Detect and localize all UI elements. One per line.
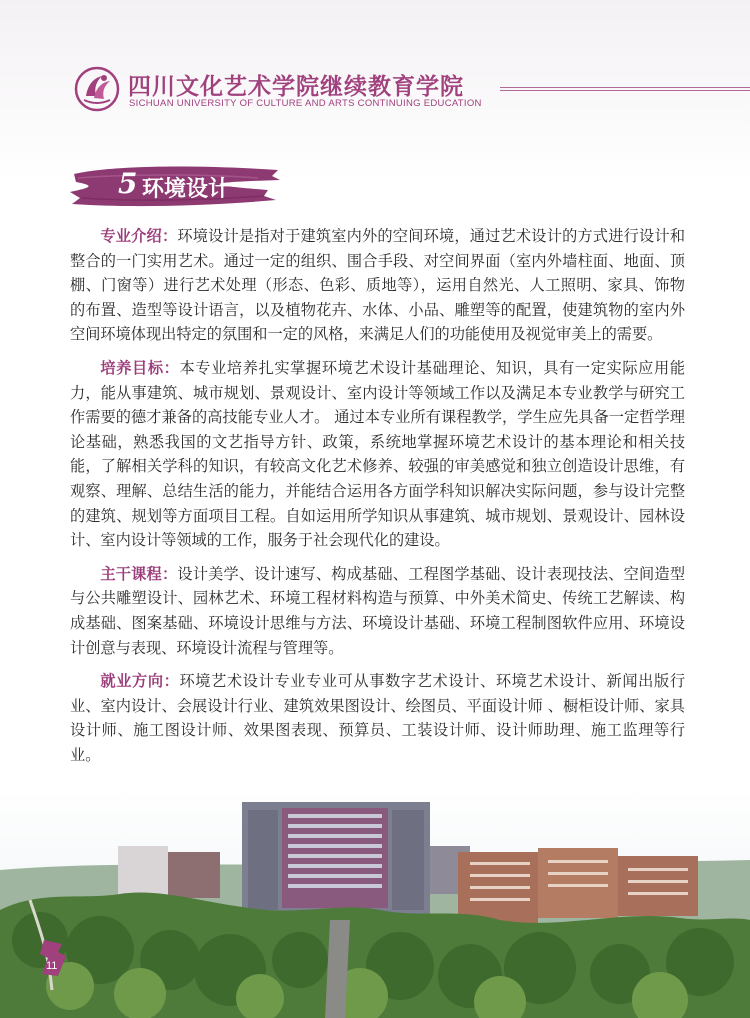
paragraph-label: 主干课程： bbox=[100, 564, 178, 583]
section-number: 5 bbox=[118, 167, 138, 200]
main-content bbox=[70, 224, 685, 776]
section-banner bbox=[68, 160, 283, 212]
page-number-marker bbox=[38, 940, 70, 976]
school-name-en: SICHUAN UNIVERSITY OF CULTURE AND ARTS CONTINUING EDUCATION bbox=[129, 98, 482, 109]
school-name-cn: 四川文化艺术学院继续教育学院 bbox=[128, 73, 464, 100]
paragraph-text: 环境设计是指对于建筑室内外的空间环境，通过艺术设计的方式进行设计和整合的一门实用艺术。通过一定的组织、围合手段、对空间界面（室内外墙柱面、地面、顶棚、门窗等）进行艺术处理（形态、色彩、质地等），运用自然光、人工照明、家具、饰物的布置、造型等设计语言，以及植物花卉、水体、小品、雕塑等的配置，使建筑物的室内外空间环境体现出特定的氛围和一定的风格，来满足人们的功能使用及视觉审美上的需要。 bbox=[70, 227, 686, 344]
paragraph-label: 就业方向： bbox=[100, 672, 180, 691]
paragraph-goals bbox=[70, 356, 685, 553]
school-logo-icon bbox=[74, 66, 120, 112]
paragraph-text: 设计美学、设计速写、构成基础、工程图学基础、设计表现技法、空间造型与公共雕塑设计、园林艺术、环境工程材料构造与预算、中外美术简史、传统工艺解读、构成基础、图案基础、环境设计思维与方法、环境设计基础、环境工程制图软件应用、环境设计创意与表现、环境设计流程与管理等。 bbox=[70, 564, 686, 657]
paragraph-intro bbox=[70, 224, 685, 347]
page-number: 11 bbox=[46, 960, 58, 972]
page-header bbox=[74, 62, 714, 122]
paragraph-courses bbox=[70, 562, 685, 660]
paragraph-label: 培养目标： bbox=[100, 358, 180, 377]
paragraph-career bbox=[70, 669, 685, 767]
section-title: 环境设计 bbox=[142, 177, 231, 202]
campus-photo bbox=[0, 790, 750, 1018]
paragraph-text: 本专业培养扎实掌握环境艺术设计基础理论、知识，具有一定实际应用能力，能从事建筑、城市规划、景观设计、室内设计等领域工作以及满足本专业教学与研究工作需要的德才兼备的高技能专业人才。 通过本专业所有课程教学，学生应先具备一定哲学理论基础，熟悉我国的文艺指导方针、政策，系统地掌握环境艺术设计的基本理论和相关技能，了解相关学科的知识，有较高文化艺术修养、较强的审美感觉和独立创造设计思维，有观察、理解、总结生活的能力，并能结合运用各方面学科知识解决实际问题，参与设计完整的建筑、规划等方面项目工程。自如运用所学知识从事建筑、城市规划、景观设计、园林设计、室内设计等领域的工作，服务于社会现代化的建设。 bbox=[70, 358, 686, 550]
header-divider bbox=[500, 87, 750, 91]
paragraph-label: 专业介绍： bbox=[100, 227, 178, 245]
paragraph-text: 环境艺术设计专业专业可从事数字艺术设计、环境艺术设计、新闻出版行业、室内设计、会展设计行业、建筑效果图设计、绘图员、平面设计师 、橱柜设计师、家具设计师、施工图设计师、效果图表现、预算员、工装设计师、设计师助理、施工监理等行业。 bbox=[70, 672, 686, 764]
